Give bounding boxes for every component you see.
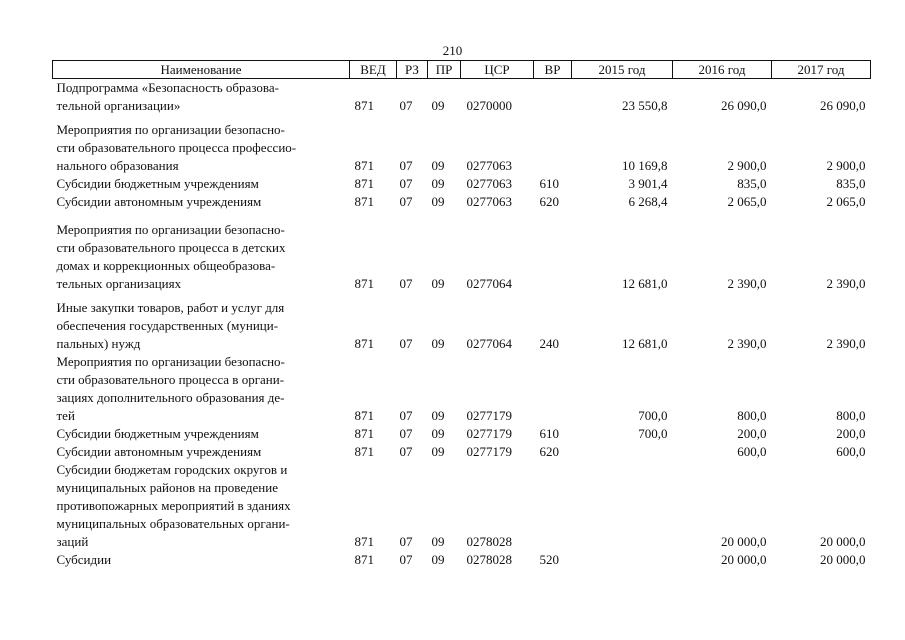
cell-vr: 610 [539, 426, 559, 441]
cell-name-line: сти образовательного процесса в детских [56, 240, 286, 255]
cell-rz: 07 [399, 408, 413, 423]
cell-ved: 871 [354, 336, 374, 351]
cell-pr: 09 [431, 552, 445, 567]
cell-y2016: 2 065,0 [727, 194, 767, 209]
cell-vr [534, 115, 572, 175]
cell-ved: 871 [354, 534, 374, 549]
cell-name-line: зациях дополнительного образования де- [56, 390, 285, 405]
column-header-csr: ЦСР [461, 61, 534, 79]
cell-name-line: Мероприятия по организации безопасно- [56, 122, 285, 137]
cell-pr: 09 [431, 98, 445, 113]
cell-pr: 09 [431, 408, 445, 423]
cell-name-line: противопожарных мероприятий в зданиях [56, 498, 291, 513]
cell-y2017: 20 000,0 [820, 534, 866, 549]
cell-name-line: муниципальных районов на проведение [56, 480, 278, 495]
cell-rz: 07 [399, 444, 413, 459]
cell-csr: 0277064 [466, 276, 512, 291]
cell-pr: 09 [431, 444, 445, 459]
cell-name-line: Подпрограмма «Безопасность образова- [56, 80, 279, 95]
cell-ved: 871 [354, 426, 374, 441]
cell-name [53, 443, 350, 461]
cell-csr: 0277063 [466, 158, 512, 173]
header-row [53, 61, 871, 79]
cell-name [53, 193, 350, 211]
cell-name-line: Субсидии бюджетным учреждениям [56, 176, 259, 191]
cell-name-line: нального образования [56, 158, 179, 173]
cell-name-line: тельных организациях [56, 276, 182, 291]
cell-y2016: 2 390,0 [727, 336, 767, 351]
cell-name-line: Субсидии [56, 552, 112, 567]
cell-y2015: 6 268,4 [628, 194, 668, 209]
column-header-ved: ВЕД [350, 61, 397, 79]
cell-rz: 07 [399, 552, 413, 567]
cell-y2015: 12 681,0 [622, 276, 668, 291]
cell-name [53, 175, 350, 193]
table-row [53, 461, 871, 551]
cell-y2016: 20 000,0 [721, 552, 767, 567]
table-row [53, 79, 871, 116]
cell-y2015 [572, 551, 673, 569]
cell-name [53, 461, 350, 551]
cell-pr: 09 [431, 158, 445, 173]
table-row [53, 551, 871, 569]
cell-name [53, 79, 350, 116]
cell-rz: 07 [399, 276, 413, 291]
cell-y2017: 200,0 [836, 426, 866, 441]
cell-y2016: 800,0 [737, 408, 767, 423]
cell-name [53, 425, 350, 443]
cell-pr: 09 [431, 534, 445, 549]
cell-rz: 07 [399, 158, 413, 173]
column-header-2016: 2016 год [673, 61, 772, 79]
cell-y2016: 2 900,0 [727, 158, 767, 173]
cell-vr [534, 461, 572, 551]
cell-name-line: тей [56, 408, 75, 423]
cell-y2017: 20 000,0 [820, 552, 866, 567]
cell-rz: 07 [399, 336, 413, 351]
cell-name-line: Субсидии бюджетным учреждениям [56, 426, 259, 441]
cell-name-line: Мероприятия по организации безопасно- [56, 222, 285, 237]
cell-csr: 0278028 [466, 534, 512, 549]
table-body [53, 79, 871, 570]
cell-vr: 520 [539, 552, 559, 567]
cell-csr: 0278028 [466, 552, 512, 567]
table-header [53, 61, 871, 79]
cell-csr: 0277179 [466, 408, 512, 423]
cell-y2015: 23 550,8 [622, 98, 668, 113]
table-row [53, 293, 871, 353]
cell-y2017: 600,0 [836, 444, 866, 459]
cell-csr: 0277063 [466, 194, 512, 209]
cell-y2016: 600,0 [737, 444, 767, 459]
cell-y2016: 2 390,0 [727, 276, 767, 291]
cell-vr [534, 353, 572, 425]
cell-name-line: сти образовательного процесса профессио- [56, 140, 297, 155]
table-row [53, 115, 871, 175]
cell-y2016: 26 090,0 [721, 98, 767, 113]
cell-y2017: 26 090,0 [820, 98, 866, 113]
cell-vr: 620 [539, 194, 559, 209]
cell-y2015: 700,0 [638, 426, 668, 441]
cell-vr [534, 211, 572, 293]
table-row [53, 193, 871, 211]
budget-table [52, 60, 871, 569]
cell-rz: 07 [399, 426, 413, 441]
cell-rz: 07 [399, 98, 413, 113]
cell-name-line: Субсидии бюджетам городских округов и [56, 462, 288, 477]
cell-y2016: 835,0 [737, 176, 767, 191]
cell-name-line: Субсидии автономным учреждениям [56, 194, 262, 209]
cell-ved: 871 [354, 276, 374, 291]
cell-ved: 871 [354, 408, 374, 423]
cell-name-line: тельной организации» [56, 98, 181, 113]
cell-csr: 0277179 [466, 444, 512, 459]
cell-y2015: 3 901,4 [628, 176, 668, 191]
cell-ved: 871 [354, 552, 374, 567]
column-header-rz: РЗ [397, 61, 428, 79]
cell-vr: 240 [539, 336, 559, 351]
cell-name-line: Мероприятия по организации безопасно- [56, 354, 285, 369]
cell-csr: 0277063 [466, 176, 512, 191]
table-row [53, 425, 871, 443]
column-header-2017: 2017 год [772, 61, 871, 79]
cell-csr: 0270000 [466, 98, 512, 113]
cell-name [53, 115, 350, 175]
cell-ved: 871 [354, 158, 374, 173]
cell-ved: 871 [354, 98, 374, 113]
cell-y2015 [572, 443, 673, 461]
table-row [53, 443, 871, 461]
cell-name [53, 353, 350, 425]
cell-rz: 07 [399, 194, 413, 209]
cell-name-line: сти образовательного процесса в органи- [56, 372, 285, 387]
cell-ved: 871 [354, 176, 374, 191]
cell-y2017: 2 900,0 [826, 158, 866, 173]
cell-y2017: 800,0 [836, 408, 866, 423]
cell-name-line: обеспечения государственных (муници- [56, 318, 279, 333]
cell-ved: 871 [354, 444, 374, 459]
cell-name [53, 293, 350, 353]
cell-y2017: 2 390,0 [826, 336, 866, 351]
cell-vr [534, 79, 572, 116]
table-row [53, 211, 871, 293]
cell-name-line: заций [56, 534, 89, 549]
cell-name [53, 551, 350, 569]
table-row [53, 175, 871, 193]
cell-y2016: 20 000,0 [721, 534, 767, 549]
cell-name [53, 211, 350, 293]
page-number: 210 [442, 43, 463, 58]
cell-pr: 09 [431, 336, 445, 351]
cell-pr: 09 [431, 276, 445, 291]
cell-csr: 0277064 [466, 336, 512, 351]
cell-name-line: домах и коррекционных общеобразова- [56, 258, 276, 273]
cell-y2017: 2 065,0 [826, 194, 866, 209]
cell-csr: 0277179 [466, 426, 512, 441]
column-header-2015: 2015 год [572, 61, 673, 79]
cell-pr: 09 [431, 194, 445, 209]
cell-y2015: 700,0 [638, 408, 668, 423]
cell-y2015: 12 681,0 [622, 336, 668, 351]
column-header-vr: ВР [534, 61, 572, 79]
cell-name-line: Иные закупки товаров, работ и услуг для [56, 300, 285, 315]
cell-name-line: Субсидии автономным учреждениям [56, 444, 262, 459]
column-header-name: Наименование [53, 61, 350, 79]
cell-pr: 09 [431, 426, 445, 441]
cell-y2016: 200,0 [737, 426, 767, 441]
cell-y2017: 2 390,0 [826, 276, 866, 291]
cell-name-line: пальных) нужд [56, 336, 141, 351]
column-header-pr: ПР [428, 61, 461, 79]
cell-pr: 09 [431, 176, 445, 191]
cell-y2015: 10 169,8 [622, 158, 668, 173]
cell-rz: 07 [399, 534, 413, 549]
cell-vr: 620 [539, 444, 559, 459]
cell-y2015 [572, 461, 673, 551]
cell-ved: 871 [354, 194, 374, 209]
cell-y2017: 835,0 [836, 176, 866, 191]
table-row [53, 353, 871, 425]
cell-name-line: муниципальных образовательных органи- [56, 516, 290, 531]
cell-vr: 610 [539, 176, 559, 191]
cell-rz: 07 [399, 176, 413, 191]
